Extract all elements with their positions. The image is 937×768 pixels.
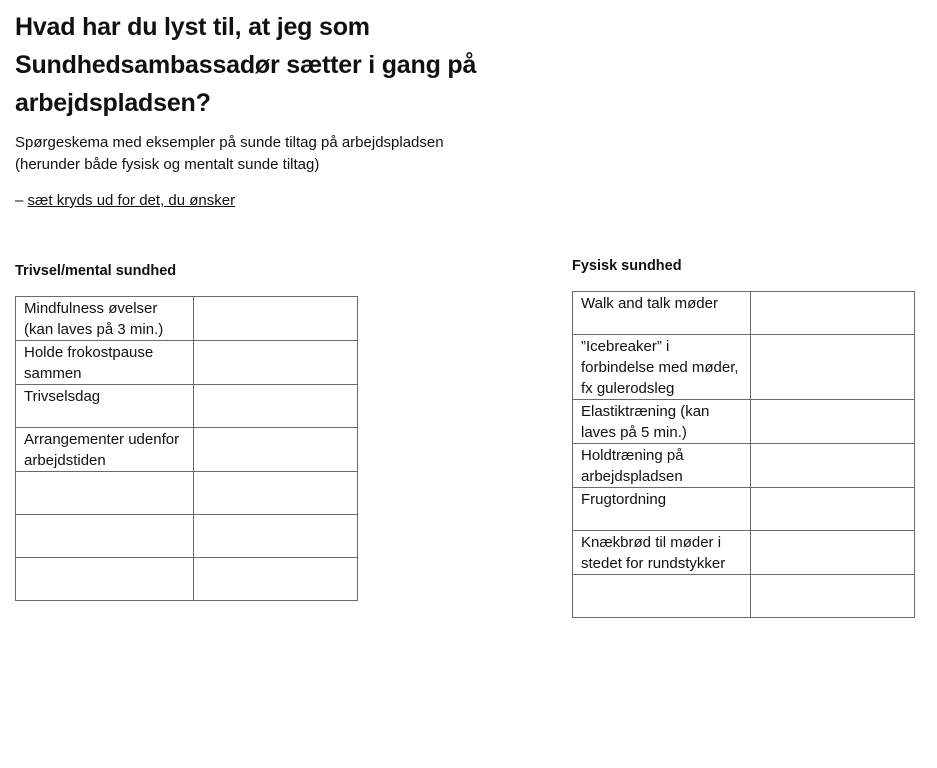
checkbox-cell[interactable]: [751, 531, 915, 575]
mental-health-table: [15, 296, 358, 601]
checkbox-cell[interactable]: [751, 400, 915, 444]
instruction: [15, 191, 235, 211]
option-label-blank[interactable]: [573, 575, 751, 618]
physical-health-table: [572, 291, 915, 618]
checkbox-cell[interactable]: [751, 575, 915, 618]
checkbox-cell[interactable]: [751, 292, 915, 335]
table-row: [16, 515, 358, 558]
table-row: [573, 400, 915, 444]
checkbox-cell[interactable]: [194, 341, 358, 385]
checkbox-cell[interactable]: [194, 472, 358, 515]
option-label: Knækbrød til møder i stedet for rundstykker: [573, 531, 751, 575]
table-row: [573, 531, 915, 575]
option-label-blank[interactable]: [16, 515, 194, 558]
page-title: Hvad har du lyst til, at jeg som Sundhedsambassadør sætter i gang på arbejdspladsen?: [15, 13, 477, 117]
checkbox-cell[interactable]: [194, 428, 358, 472]
table-row: [573, 488, 915, 531]
checkbox-cell[interactable]: [194, 297, 358, 341]
instruction-dash: –: [15, 192, 28, 209]
option-label: Trivselsdag: [16, 385, 194, 428]
option-label: ”Icebreaker” i forbindelse med møder, fx gulerodsleg: [573, 335, 751, 400]
checkbox-cell[interactable]: [194, 558, 358, 601]
table-row: [16, 558, 358, 601]
checkbox-cell[interactable]: [194, 515, 358, 558]
section-heading-mental: Trivsel/mental sundhed: [15, 263, 177, 279]
table-row: [16, 472, 358, 515]
table-row: [573, 292, 915, 335]
option-label: Walk and talk møder: [573, 292, 751, 335]
table-row: [573, 575, 915, 618]
table-row: [573, 335, 915, 400]
instruction-text: sæt kryds ud for det, du ønsker: [27, 192, 236, 209]
checkbox-cell[interactable]: [194, 385, 358, 428]
option-label: Elastiktræning (kan laves på 5 min.): [573, 400, 751, 444]
option-label: Frugtordning: [573, 488, 751, 531]
table-row: [16, 341, 358, 385]
checkbox-cell[interactable]: [751, 488, 915, 531]
option-label: Holdtræning på arbejdspladsen: [573, 444, 751, 488]
checkbox-cell[interactable]: [751, 335, 915, 400]
subtitle: Spørgeskema med eksempler på sunde tiltag på arbejdspladsen (herunder både fysisk og mentalt sunde tiltag): [15, 134, 444, 173]
option-label: Mindfulness øvelser (kan laves på 3 min.): [16, 297, 194, 341]
table-row: [16, 428, 358, 472]
table-row: [16, 385, 358, 428]
table-row: [16, 297, 358, 341]
option-label-blank[interactable]: [16, 558, 194, 601]
option-label-blank[interactable]: [16, 472, 194, 515]
section-heading-physical: Fysisk sundhed: [572, 258, 682, 274]
option-label: Arrangementer udenfor arbejdstiden: [16, 428, 194, 472]
table-row: [573, 444, 915, 488]
option-label: Holde frokostpause sammen: [16, 341, 194, 385]
checkbox-cell[interactable]: [751, 444, 915, 488]
